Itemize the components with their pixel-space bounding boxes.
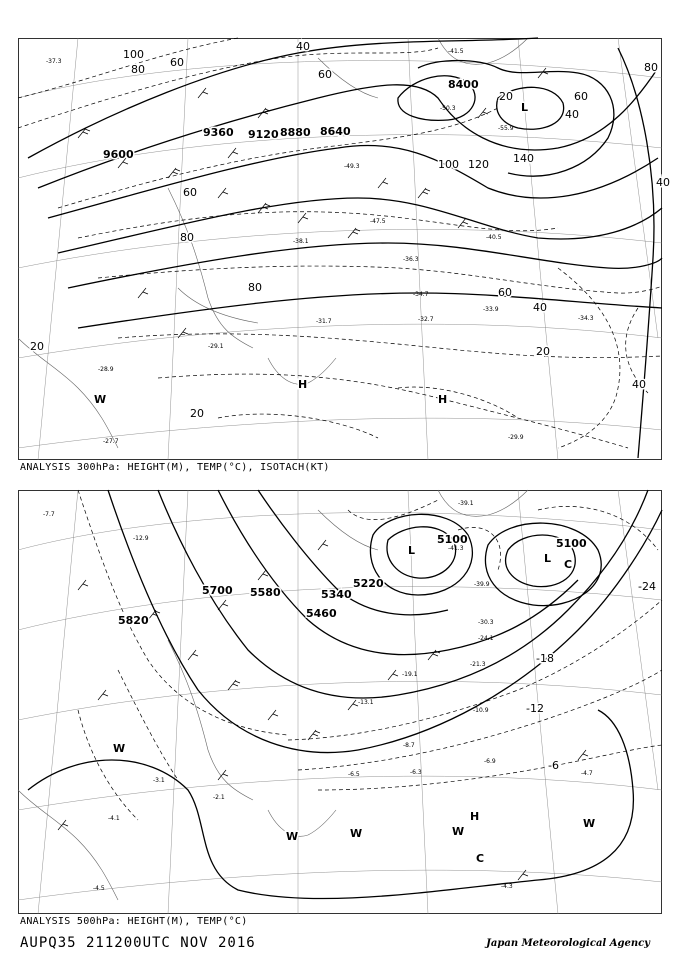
map-300hpa-canvas [18,38,670,460]
pressure-center-mark: L [521,101,529,114]
temperature-label: -36.3 [403,256,419,263]
temperature-label: -39.9 [474,581,490,588]
temperature-label: -8.7 [403,742,415,749]
temperature-label: -31.7 [316,318,332,325]
pressure-center-mark: H [438,393,448,406]
map-300hpa [18,38,670,460]
height-label: 5700 [202,584,233,597]
temperature-label: -21.3 [470,661,486,668]
map-500hpa-canvas [18,490,662,914]
isotachs [18,38,662,448]
isotach-label: 20 [499,90,513,103]
isotach-label: 100 [438,158,459,171]
agency-name: Japan Meteorological Agency [486,938,650,949]
height-label: 8880 [280,126,311,139]
temperature-label: -2.1 [213,794,225,801]
temperature-label: -47.5 [370,218,386,225]
height-contours [28,490,662,899]
temperature-label: -4.7 [581,770,593,777]
isotach-label: 20 [30,340,44,353]
isotach-label: 60 [574,90,588,103]
isotach-label: 80 [131,63,145,76]
temperature-label: -49.3 [344,163,360,170]
temperature-label: -28.9 [98,366,114,373]
height-label: 5100 [437,533,468,546]
coastline [18,38,528,448]
bulletin-code: AUPQ35 211200UTC NOV 2016 [20,935,256,951]
isotach-label: 120 [468,158,489,171]
temperature-label: -27.7 [103,438,119,445]
isotach-label: 20 [190,407,204,420]
isotherm-label: -18 [536,652,554,665]
isotach-label: 60 [498,286,512,299]
pressure-center-mark: W [113,742,126,755]
graticule [18,38,662,460]
temperature-label: -40.5 [486,234,502,241]
height-label: 9360 [203,126,234,139]
temperature-label: -4.3 [501,883,513,890]
isotach-label: 140 [513,152,534,165]
temperature-label: -30.3 [478,619,494,626]
isotach-label: 40 [565,108,579,121]
isotach-label: 100 [123,48,144,61]
height-label: 5580 [250,586,281,599]
height-label: 9120 [248,128,279,141]
isotherm-label: -6 [548,759,559,772]
height-contours [28,38,662,458]
isotach-label: 80 [180,231,194,244]
temperature-label: -33.9 [483,306,499,313]
isotherm-label: -12 [526,702,544,715]
temperature-label: -41.3 [448,545,464,552]
isotach-label: 80 [644,61,658,74]
temperature-label: -13.1 [358,699,374,706]
temperature-label: -32.7 [418,316,434,323]
labels-500hpa [43,500,656,892]
isotach-label: 80 [248,281,262,294]
temperature-label: -7.7 [43,511,55,518]
temperature-label: -19.1 [402,671,418,678]
temperature-label: -41.5 [448,48,464,55]
pressure-center-mark: W [452,825,465,838]
temperature-label: -29.1 [208,343,224,350]
isotach-label: 40 [656,176,670,189]
temperature-label: -34.3 [578,315,594,322]
isotach-label: 40 [632,378,646,391]
pressure-center-mark: W [286,830,299,843]
isotherm-label: -24 [638,580,656,593]
temperature-label: -39.1 [458,500,474,507]
pressure-center-mark: H [298,378,308,391]
temperature-label: -12.9 [133,535,149,542]
isotach-label: 60 [170,56,184,69]
pressure-center-mark: H [470,810,480,823]
caption-500hpa: ANALYSIS 500hPa: HEIGHT(M), TEMP(°C) [20,916,248,927]
pressure-center-mark: L [408,544,416,557]
isotach-label: 60 [183,186,197,199]
pressure-center-mark: C [476,852,485,865]
temperature-label: -50.3 [440,105,456,112]
height-label: 5340 [321,588,352,601]
isotach-label: 60 [318,68,332,81]
temperature-label: -34.7 [413,291,429,298]
pressure-center-mark: C [564,558,573,571]
pressure-center-mark: W [350,827,363,840]
pressure-center-mark: L [544,552,552,565]
temperature-label: -6.5 [348,771,360,778]
pressure-center-mark: W [583,817,596,830]
isotach-label: 40 [296,40,310,53]
height-label: 5460 [306,607,337,620]
temperature-label: -29.9 [508,434,524,441]
isotach-label: 20 [536,345,550,358]
temperature-label: -4.1 [108,815,120,822]
temperature-label: -3.1 [153,777,165,784]
temperature-label: -10.9 [473,707,489,714]
temperature-label: -38.1 [293,238,309,245]
height-label: 8640 [320,125,351,138]
height-label: 5100 [556,537,587,550]
height-label: 8400 [448,78,479,91]
caption-300hpa: ANALYSIS 300hPa: HEIGHT(M), TEMP(°C), ISOTACH(KT) [20,462,330,473]
temperature-label: -55.9 [498,125,514,132]
height-label: 9600 [103,148,134,161]
height-label: 5820 [118,614,149,627]
isotach-label: 40 [533,301,547,314]
temperature-label: -6.3 [410,769,422,776]
temperature-label: -24.1 [478,635,494,642]
map-500hpa [18,490,662,914]
pressure-center-mark: W [94,393,107,406]
temperature-label: -6.9 [484,758,496,765]
graticule [18,490,662,914]
temperature-label: -4.5 [93,885,105,892]
temperature-label: -37.3 [46,58,62,65]
labels-300hpa [30,40,670,445]
height-label: 5220 [353,577,384,590]
